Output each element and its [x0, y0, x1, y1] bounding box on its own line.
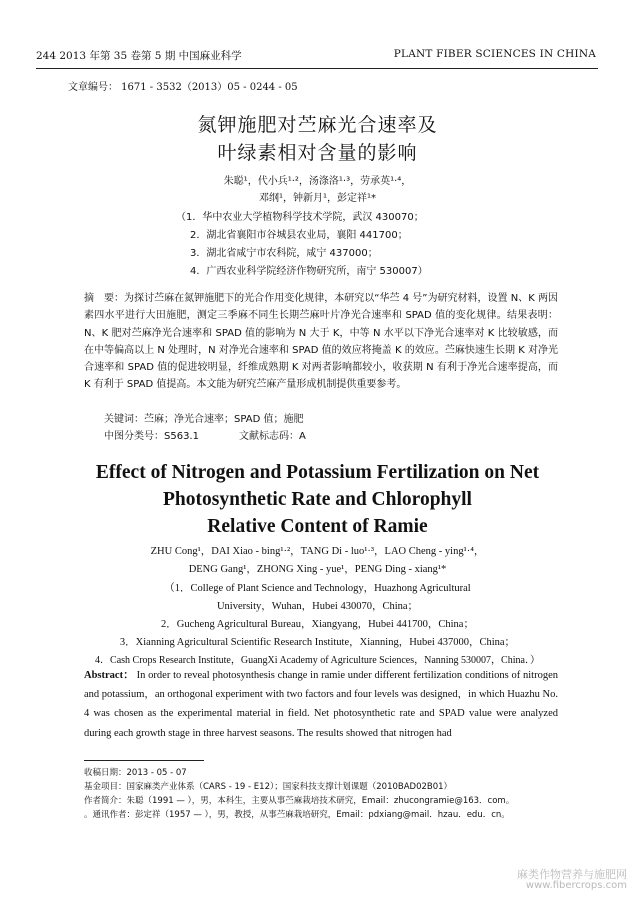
en-affiliation-2: 2．Gucheng Agricultural Bureau，Xiangyang，Hubei 441700，China；	[161, 619, 474, 630]
en-abstract-text: In order to reveal photosynthesis change in ramie under different fertilization conditions of nitrogen and potassium，an orthogonal experiment with two factors and four levels was designed，in which Huazhu No. 4 was chosen as the experimental material in field. Net photosynthetic rate and SPAD value were analyzed during each growth stage in three harvest seasons. The results showed that nitrogen had	[84, 670, 558, 739]
footnote-rule	[84, 760, 204, 761]
en-abstract-label: Abstract：	[84, 670, 134, 681]
cn-keywords: 关键词：苎麻；净光合速率；SPAD 值；施肥	[104, 414, 304, 425]
en-abstract	[84, 666, 558, 743]
cn-title-line-1: 氮钾施肥对苎麻光合速率及	[197, 114, 438, 136]
en-title-line-2: Photosynthetic Rate and Chlorophyll	[163, 489, 472, 510]
en-title-line-3: Relative Content of Ramie	[207, 516, 428, 537]
en-affiliation-3: 3．Xianning Agricultural Scientific Research Institute，Xianning，Hubei 437000，China；	[119, 637, 516, 648]
en-title-line-1: Effect of Nitrogen and Potassium Fertilization on Net	[95, 462, 540, 483]
cn-affiliation-2: 2．湖北省襄阳市谷城县农业局，襄阳 441700；	[190, 230, 408, 241]
header-rule	[36, 68, 598, 69]
cn-title-line-2: 叶绿素相对含量的影响	[217, 142, 418, 164]
cn-affiliation-1: （1．华中农业大学植物科学技术学院，武汉 430070；	[176, 212, 424, 223]
cn-authors-line-2: 邓纲¹，钟新月¹，彭定祥¹*	[258, 193, 377, 204]
header-right: PLANT FIBER SCIENCES IN CHINA	[393, 48, 596, 60]
footnote-author: 作者简介：朱聪（1991 — ），男，本科生，主要从事苎麻栽培技术研究，Email：zhucongramie@163．com。	[84, 796, 515, 806]
footnote-funding: 基金项目：国家麻类产业体系（CARS - 19 - E12）；国家科技支撑计划课题（2010BAD02B01）	[84, 782, 453, 792]
cn-classification: 中图分类号：S563.1 文献标志码：A	[104, 431, 306, 442]
cn-affiliation-4: 4．广西农业科学院经济作物研究所，南宁 530007）	[190, 266, 428, 277]
en-affiliation-1: （1．College of Plant Science and Technology，Huazhong Agricultural	[164, 583, 471, 594]
en-affiliation-1b: University，Wuhan，Hubei 430070，China；	[216, 601, 419, 612]
watermark-url: www.fibercrops.com	[525, 880, 627, 891]
article-number: 文章编号： 1671 - 3532（2013）05 - 0244 - 05	[68, 82, 298, 93]
cn-affiliation-3: 3．湖北省咸宁市农科院，咸宁 437000；	[190, 248, 378, 259]
footnote-corresponding: 。通讯作者：彭定祥（1957 — ），男，教授，从事苎麻栽培研究，Email：pdxiang@mail．hzau．edu．cn。	[84, 810, 510, 820]
en-authors-line-2: DENG Gang¹，ZHONG Xing - yue¹，PENG Ding - xiang¹*	[188, 564, 447, 575]
watermark-name: 麻类作物营养与施肥网	[517, 868, 627, 881]
en-authors-line-1: ZHU Cong¹，DAI Xiao - bing¹·²，TANG Di - luo¹·³，LAO Cheng - ying¹·⁴，	[150, 546, 485, 557]
cn-abstract: 摘 要：为探讨苎麻在氮钾施肥下的光合作用变化规律，本研究以“华苎 4 号”为研究材料，设置 N、K 两因素四水平进行大田施肥，测定三季麻不同生长期苎麻叶片净光合速率和 SPAD 值的变化规律。结果表明：N、K 肥对苎麻净光合速率和 SPAD 值的影响为 N 大于 K，中等 N 水平以下净光合速率对 K 比较敏感，而在中等偏高以上 N 处理时，N 对净光合速率和 SPAD 值的效应将掩盖 K 的效应。苎麻快速生长期 K 对净光合速率和 SPAD 值的促进较明显，纤维成熟期 K 对两者影响都较小，收获期 N 有利于净光合速率提高，而 K 有利于 SPAD 值提高。本文能为研究苎麻产量形成机制提供重要参考。	[84, 293, 558, 391]
header-left: 244 2013 年第 35 卷第 5 期 中国麻业科学	[36, 50, 242, 62]
en-affiliation-4: 4．Cash Crops Research Institute，GuangXi Academy of Agriculture Sciences，Nanning 530007，China．）	[95, 655, 540, 666]
cn-authors-line-1: 朱聪¹，代小兵¹·²，汤涤洛¹·³，劳承英¹·⁴，	[223, 176, 412, 187]
footnote-received: 收稿日期：2013 - 05 - 07	[84, 768, 187, 778]
